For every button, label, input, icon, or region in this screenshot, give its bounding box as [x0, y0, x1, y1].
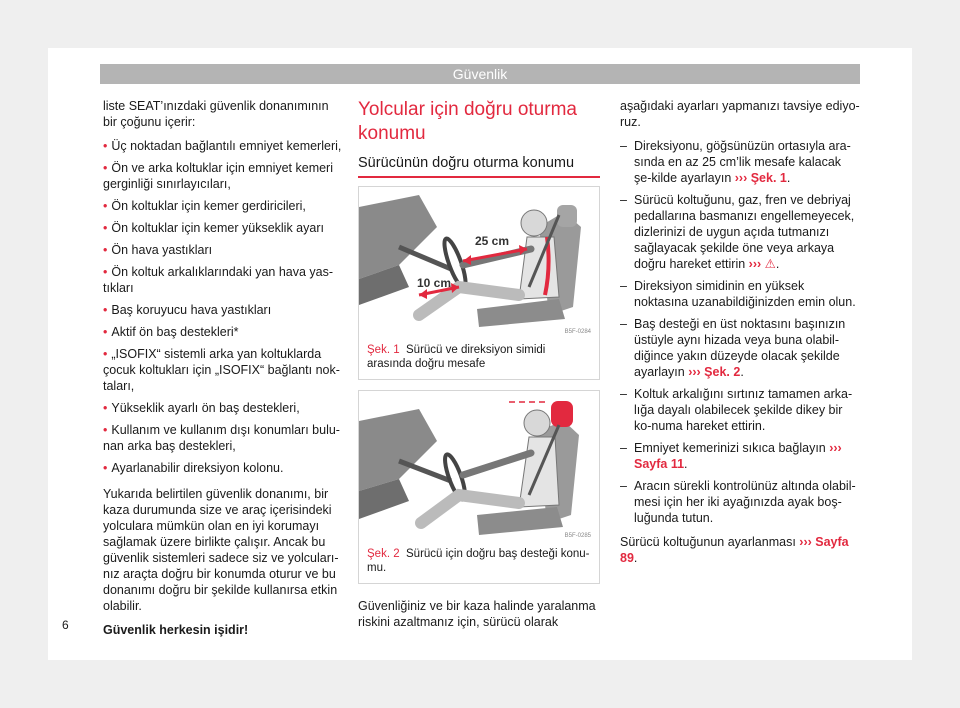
figure-2-caption-text: Sürücü için doğru baş desteği konu-mu.: [367, 548, 590, 574]
section-subtitle: Sürücünün doğru oturma konumu: [358, 154, 600, 178]
list-item-end: .: [775, 257, 780, 271]
page-link[interactable]: ››› Sayfa 89: [620, 535, 849, 565]
list-item-body: [634, 192, 860, 272]
list-item-body: [634, 386, 860, 434]
recommendation-list: [620, 138, 860, 526]
list-item-end: .: [786, 171, 791, 185]
list-item-body: [634, 478, 860, 526]
list-item-text: Yükseklik ayarlı ön baş destekleri,: [111, 401, 300, 415]
bold-statement: Güvenlik herkesin işidir!: [103, 623, 249, 637]
figure-code: B5F-0284: [564, 329, 591, 335]
closing-text: [620, 534, 860, 566]
label-25cm: 25 cm: [475, 234, 510, 248]
list-item: [620, 386, 860, 434]
body-paragraph: Yukarıda belirtilen güvenlik donanımı, bir kaza durumunda size ve araç içerisindeki yolculara mümkün olan en iyi korumayı sağlamak üzere birlikte çalışır. Ancak bu güvenlik sistemleri sadece siz ve yolcuları-nız araçta doğru bir konumda oturur ve bu donanımı doğru bir şekilde kullanırsa etkin olabilir.: [103, 487, 339, 613]
dash-icon: –: [620, 193, 627, 207]
body-paragraph-continued: Güvenliğiniz ve bir kaza halinde yaralanma riskini azaltmanız için, sürücü olarak: [358, 599, 596, 629]
figure-2-number: Şek. 2: [367, 548, 400, 560]
list-item: [620, 278, 860, 310]
figure-2: [358, 390, 600, 584]
page-number: 6: [62, 618, 69, 632]
list-item-text: Ayarlanabilir direksiyon kolonu.: [111, 461, 284, 475]
cross-reference-link[interactable]: ››› Şek. 2: [688, 365, 741, 379]
section-header: Güvenlik: [100, 64, 860, 84]
list-item: [103, 324, 343, 340]
dash-icon: –: [620, 139, 627, 153]
recommendation-intro: aşağıdaki ayarları yapmanızı tavsiye ediyo-ruz.: [620, 99, 860, 129]
bullet-icon: •: [103, 221, 108, 235]
column-left: [103, 98, 343, 646]
bullet-icon: •: [103, 139, 108, 153]
label-10cm: 10 cm: [417, 276, 452, 290]
list-item: [103, 460, 343, 476]
list-item: [103, 242, 343, 258]
head-restraint-illustration: [359, 391, 599, 541]
list-item-end: .: [684, 457, 688, 471]
list-item: [620, 192, 860, 272]
list-item-text: Sürücü koltuğunu, gaz, fren ve debriyaj pedallarına basmanızı engellemeyecek, dizlerinizi de uygun açıda tutmanızı sağlayacak şekilde öne veya arkaya doğru hareket ettirin: [634, 193, 855, 271]
list-item-body: [634, 316, 860, 380]
list-item: [103, 138, 343, 154]
bullet-icon: •: [103, 347, 108, 361]
cross-reference-link[interactable]: ›››: [748, 257, 762, 271]
cross-reference-link[interactable]: ››› Şek. 1: [734, 171, 787, 185]
list-item-text: Üç noktadan bağlantılı emniyet kemerleri,: [111, 139, 342, 153]
list-item-text: Ön koltuklar için kemer gerdiricileri,: [111, 199, 306, 213]
list-item: [620, 478, 860, 526]
closing-end: .: [633, 551, 638, 565]
list-item: [103, 264, 343, 296]
figure-1-caption-text: Sürücü ve direksiyon simidi arasında doğru mesafe: [367, 344, 546, 370]
list-item-body: [634, 138, 860, 186]
dash-icon: –: [620, 387, 627, 401]
dash-icon: –: [620, 279, 627, 293]
bullet-icon: •: [103, 423, 108, 437]
bullet-icon: •: [103, 161, 108, 175]
figure-code: B5F-0285: [564, 533, 591, 539]
bullet-icon: •: [103, 401, 108, 415]
section-title: Yolcular için doğru oturma konumu: [358, 99, 577, 144]
bullet-icon: •: [103, 265, 108, 279]
figure-1-number: Şek. 1: [367, 344, 400, 356]
list-item-body: [634, 278, 860, 310]
list-item-text: Direksiyon simidinin en yüksek noktasına uzanabildiğinizden emin olun.: [634, 279, 856, 309]
cross-reference-link[interactable]: ››› Sayfa 11: [634, 441, 842, 471]
dash-icon: –: [620, 479, 627, 493]
list-item-text: „ISOFIX“ sistemli arka yan koltuklarda çocuk koltukları için „ISOFIX“ bağlantı nok-taları,: [103, 347, 340, 393]
dash-icon: –: [620, 317, 627, 331]
list-item-text: Aracın sürekli kontrolünüz altında olabil-mesi için her iki ayağınızda ayak boş-luğunda tutun.: [634, 479, 856, 525]
list-item-text: Baş koruyucu hava yastıkları: [111, 303, 272, 317]
list-item: [103, 400, 343, 416]
bullet-icon: •: [103, 199, 108, 213]
figure-1-caption: [359, 337, 599, 379]
bullet-icon: •: [103, 461, 108, 475]
column-right: [620, 98, 860, 574]
list-item-body: [634, 440, 860, 472]
warning-icon[interactable]: ⚠: [761, 257, 776, 271]
closing-label: Sürücü koltuğunun ayarlanması: [620, 535, 800, 549]
bullet-icon: •: [103, 325, 108, 339]
seating-distance-illustration: [359, 187, 599, 337]
list-item-text: Ön ve arka koltuklar için emniyet kemeri gerginliği sınırlayıcıları,: [103, 161, 333, 191]
list-item-text: Ön koltuk arkalıklarındaki yan hava yas-tıkları: [103, 265, 334, 295]
list-item-text: Emniyet kemerinizi sıkıca bağlayın: [634, 441, 830, 455]
list-item-text: Koltuk arkalığını sırtınız tamamen arka-lığa dayalı olabilecek şekilde dikey bir ko-numa hareket ettirin.: [634, 387, 853, 433]
list-item: [103, 422, 343, 454]
list-item-text: Ön koltuklar için kemer yükseklik ayarı: [111, 221, 324, 235]
bullet-icon: •: [103, 243, 108, 257]
list-item: [103, 198, 343, 214]
list-item: [620, 440, 860, 472]
list-item: [103, 346, 343, 394]
list-item-text: Direksiyonu, göğsünüzün ortasıyla ara-sında en az 25 cm’lik mesafe kalacak şe-kilde ayarlayın: [634, 139, 851, 185]
figure-1: [358, 186, 600, 380]
dash-icon: –: [620, 441, 627, 455]
intro-text: liste SEAT’ınızdaki güvenlik donanımının bir çoğunu içerir:: [103, 99, 329, 129]
list-item: [620, 316, 860, 380]
list-item: [103, 302, 343, 318]
figure-2-caption: [359, 541, 599, 583]
list-item-text: Kullanım ve kullanım dışı konumları bulu-nan arka baş destekleri,: [103, 423, 340, 453]
bullet-icon: •: [103, 303, 108, 317]
list-item-text: Aktif ön baş destekleri*: [111, 325, 239, 339]
feature-list: [103, 138, 343, 476]
list-item-text: Ön hava yastıkları: [111, 243, 213, 257]
list-item: [103, 160, 343, 192]
list-item: [103, 220, 343, 236]
list-item-end: .: [740, 365, 744, 379]
list-item: [620, 138, 860, 186]
column-middle: [358, 98, 600, 638]
list-item-text: Baş desteği en üst noktasını başınızın üstüyle aynı hizada veya buna olabil-diğince yakın düzeyde olacak şekilde ayarlayın: [634, 317, 846, 379]
